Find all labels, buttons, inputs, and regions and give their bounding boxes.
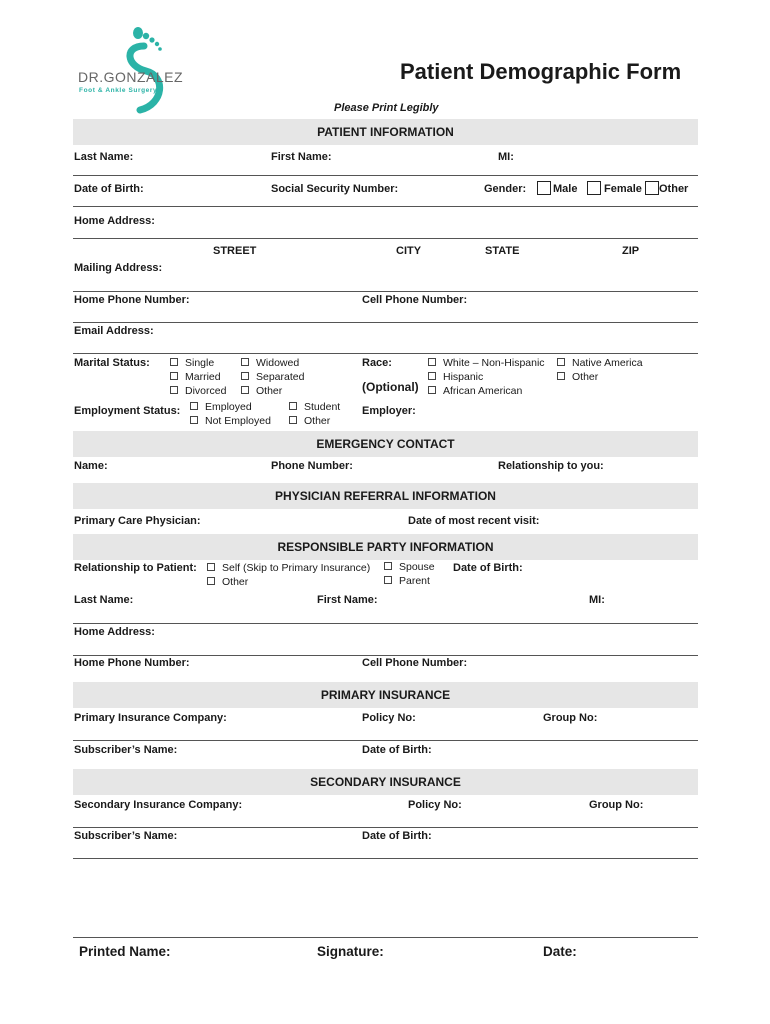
secondary-company-label: Secondary Insurance Company: (74, 799, 243, 811)
gender-male-checkbox[interactable] (537, 181, 551, 195)
primary-company-label: Primary Insurance Company: (74, 712, 227, 724)
signature-label: Signature: (317, 944, 384, 959)
gender-female-label: Female (604, 183, 642, 195)
checkbox[interactable] (170, 358, 178, 366)
employment-not-employed-option[interactable]: Not Employed (190, 415, 271, 427)
home-address-line[interactable] (73, 238, 698, 239)
address-state-caption: STATE (485, 245, 520, 257)
gender-other-checkbox[interactable] (645, 181, 659, 195)
primary-group-label: Group No: (543, 712, 598, 724)
dob-line[interactable] (73, 206, 698, 207)
signature-line[interactable] (73, 937, 698, 938)
race-white-option[interactable]: White – Non-Hispanic (428, 357, 545, 369)
checkbox[interactable] (289, 416, 297, 424)
responsible-last-name-label: Last Name: (74, 594, 134, 606)
page-title: Patient Demographic Form (400, 59, 682, 84)
pcp-label: Primary Care Physician: (74, 515, 201, 527)
secondary-subscriber-line[interactable] (73, 858, 698, 859)
date-label: Date: (543, 944, 577, 959)
name-line[interactable] (73, 175, 698, 176)
logo-tagline: Foot & Ankle Surgery (79, 87, 158, 94)
secondary-dob-label: Date of Birth: (362, 830, 432, 842)
race-african-american-option[interactable]: African American (428, 385, 522, 397)
responsible-first-name-label: First Name: (317, 594, 378, 606)
primary-subscriber-label: Subscriber’s Name: (74, 744, 178, 756)
relationship-self-option[interactable]: Self (Skip to Primary Insurance) (207, 562, 370, 574)
responsible-cell-phone-label: Cell Phone Number: (362, 657, 468, 669)
last-name-label: Last Name: (74, 151, 134, 163)
checkbox[interactable] (428, 372, 436, 380)
responsible-home-phone-label: Home Phone Number: (74, 657, 190, 669)
responsible-mi-label: MI: (589, 594, 605, 606)
marital-widowed-option[interactable]: Widowed (241, 357, 299, 369)
secondary-company-line[interactable] (73, 827, 698, 828)
relationship-spouse-option[interactable]: Spouse (384, 561, 435, 573)
gender-label: Gender: (484, 183, 527, 195)
primary-company-line[interactable] (73, 740, 698, 741)
employment-other-option[interactable]: Other (289, 415, 330, 427)
responsible-address-line[interactable] (73, 655, 698, 656)
emergency-phone-label: Phone Number: (271, 460, 353, 472)
checkbox[interactable] (170, 372, 178, 380)
race-other-option[interactable]: Other (557, 371, 598, 383)
email-label: Email Address: (74, 325, 154, 337)
checkbox[interactable] (190, 402, 198, 410)
secondary-group-label: Group No: (589, 799, 644, 811)
email-line[interactable] (73, 353, 698, 354)
emergency-name-label: Name: (74, 460, 108, 472)
employer-label: Employer: (362, 405, 416, 417)
page-subtitle: Please Print Legibly (334, 102, 439, 114)
employment-status-label: Employment Status: (74, 405, 181, 417)
mi-label: MI: (498, 151, 514, 163)
checkbox[interactable] (190, 416, 198, 424)
mailing-address-label: Mailing Address: (74, 262, 163, 274)
logo (74, 26, 184, 118)
section-emergency-contact: EMERGENCY CONTACT (73, 431, 698, 457)
checkbox[interactable] (241, 372, 249, 380)
phone-line[interactable] (73, 322, 698, 323)
race-optional-label: (Optional) (362, 380, 419, 394)
secondary-subscriber-label: Subscriber’s Name: (74, 830, 178, 842)
responsible-dob-label: Date of Birth: (453, 562, 523, 574)
responsible-home-address-label: Home Address: (74, 626, 155, 638)
checkbox[interactable] (207, 563, 215, 571)
marital-single-option[interactable]: Single (170, 357, 214, 369)
dob-label: Date of Birth: (74, 183, 144, 195)
relationship-parent-option[interactable]: Parent (384, 575, 430, 587)
checkbox[interactable] (241, 358, 249, 366)
gender-male-label: Male (553, 183, 578, 195)
last-visit-label: Date of most recent visit: (408, 515, 540, 527)
race-native-america-option[interactable]: Native America (557, 357, 643, 369)
address-street-caption: STREET (213, 245, 257, 257)
responsible-name-line[interactable] (73, 623, 698, 624)
primary-dob-label: Date of Birth: (362, 744, 432, 756)
checkbox[interactable] (241, 386, 249, 394)
checkbox[interactable] (170, 386, 178, 394)
emergency-relationship-label: Relationship to you: (498, 460, 604, 472)
relationship-other-option[interactable]: Other (207, 576, 248, 588)
ssn-label: Social Security Number: (271, 183, 399, 195)
section-physician-referral: PHYSICIAN REFERRAL INFORMATION (73, 483, 698, 509)
mailing-address-line[interactable] (73, 291, 698, 292)
gender-other-label: Other (659, 183, 689, 195)
printed-name-label: Printed Name: (79, 944, 171, 959)
marital-other-option[interactable]: Other (241, 385, 282, 397)
section-responsible-party: RESPONSIBLE PARTY INFORMATION (73, 534, 698, 560)
marital-married-option[interactable]: Married (170, 371, 221, 383)
relationship-to-patient-label: Relationship to Patient: (74, 562, 197, 574)
cell-phone-label: Cell Phone Number: (362, 294, 468, 306)
home-phone-label: Home Phone Number: (74, 294, 190, 306)
logo-name: DR.GONZALEZ (78, 69, 184, 85)
section-primary-insurance: PRIMARY INSURANCE (73, 682, 698, 708)
checkbox[interactable] (557, 372, 565, 380)
marital-divorced-option[interactable]: Divorced (170, 385, 226, 397)
checkbox[interactable] (384, 576, 392, 584)
gender-female-checkbox[interactable] (587, 181, 601, 195)
checkbox[interactable] (384, 562, 392, 570)
employment-student-option[interactable]: Student (289, 401, 340, 413)
first-name-label: First Name: (271, 151, 332, 163)
address-zip-caption: ZIP (622, 245, 640, 257)
checkbox[interactable] (289, 402, 297, 410)
address-city-caption: CITY (396, 245, 422, 257)
checkbox[interactable] (207, 577, 215, 585)
primary-policy-label: Policy No: (362, 712, 416, 724)
race-label: Race: (362, 357, 392, 369)
employment-employed-option[interactable]: Employed (190, 401, 252, 413)
home-address-label: Home Address: (74, 215, 155, 227)
checkbox[interactable] (557, 358, 565, 366)
section-patient-information: PATIENT INFORMATION (73, 119, 698, 145)
checkbox[interactable] (428, 386, 436, 394)
marital-status-label: Marital Status: (74, 357, 150, 369)
marital-separated-option[interactable]: Separated (241, 371, 304, 383)
secondary-policy-label: Policy No: (408, 799, 462, 811)
checkbox[interactable] (428, 358, 436, 366)
race-hispanic-option[interactable]: Hispanic (428, 371, 483, 383)
section-secondary-insurance: SECONDARY INSURANCE (73, 769, 698, 795)
